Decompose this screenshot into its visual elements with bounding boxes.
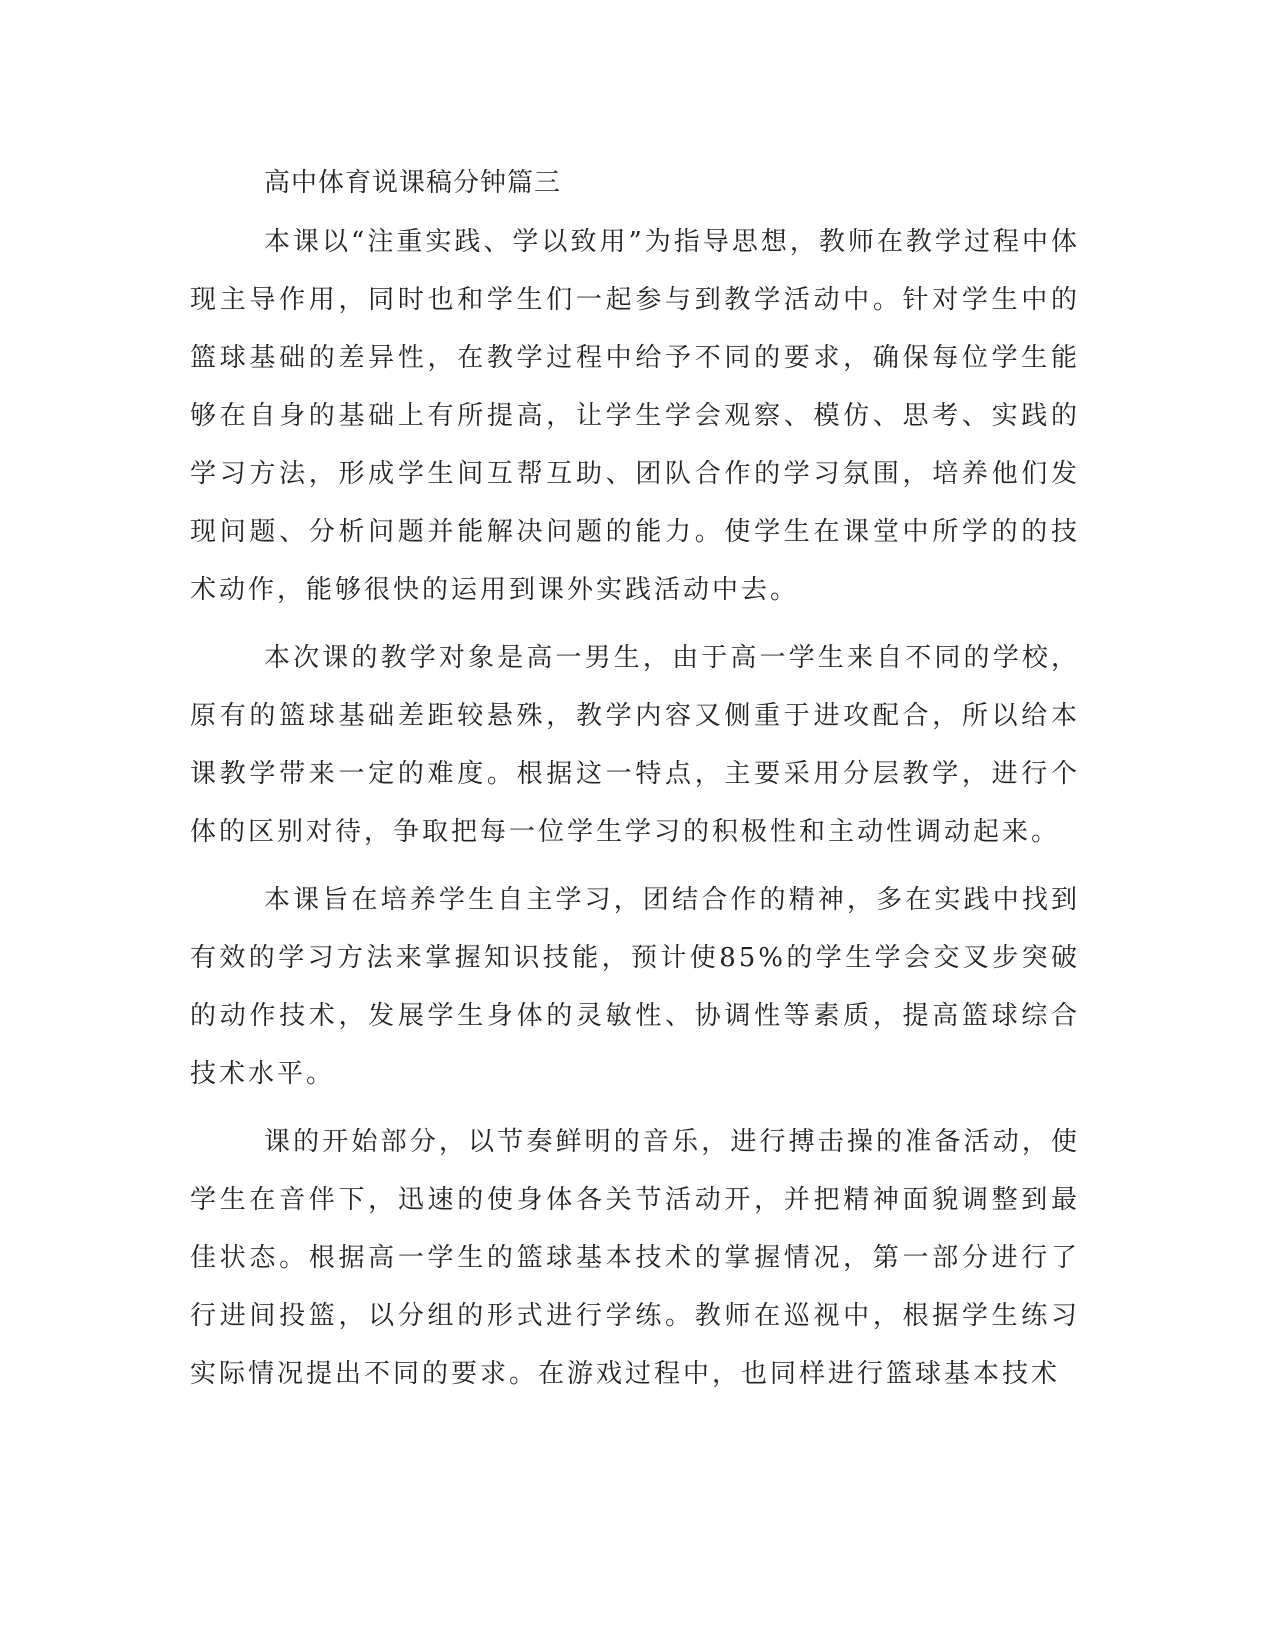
document-body bbox=[190, 163, 1080, 1413]
paragraph-teaching-philosophy: 本课以“注重实践、学以致用”为指导思想，教师在教学过程中体现主导作用，同时也和学生们一起参与到教学活动中。针对学生中的篮球基础的差异性，在教学过程中给予不同的要求，确保每位学生能够在自身的基础上有所提高，让学生学会观察、模仿、思考、实践的学习方法，形成学生间互帮互助、团队合作的学习氛围，培养他们发现问题、分析问题并能解决问题的能力。使学生在课堂中所学的的技术动作，能够很快的运用到课外实践活动中去。 bbox=[190, 227, 1080, 605]
document-title: 高中体育说课稿分钟篇三 bbox=[264, 168, 562, 198]
paragraph-teaching-object: 本次课的教学对象是高一男生，由于高一学生来自不同的学校，原有的篮球基础差距较悬殊，教学内容又侧重于进攻配合，所以给本课教学带来一定的难度。根据这一特点，主要采用分层教学，进行个体的区别对待，争取把每一位学生学习的积极性和主动性调动起来。 bbox=[190, 643, 1080, 847]
paragraph-teaching-goals: 本课旨在培养学生自主学习，团结合作的精神，多在实践中找到有效的学习方法来掌握知识技能，预计使85%的学生学会交叉步突破的动作技术，发展学生身体的灵敏性、协调性等素质，提高篮球综合技术水平。 bbox=[190, 885, 1080, 1089]
paragraph-lesson-beginning: 课的开始部分，以节奏鲜明的音乐，进行搏击操的准备活动，使学生在音伴下，迅速的使身体各关节活动开，并把精神面貌调整到最佳状态。根据高一学生的篮球基本技术的掌握情况，第一部分进行了行进间投篮，以分组的形式进行学练。教师在巡视中，根据学生练习实际情况提出不同的要求。在游戏过程中，也同样进行篮球基本技术 bbox=[190, 1127, 1080, 1389]
